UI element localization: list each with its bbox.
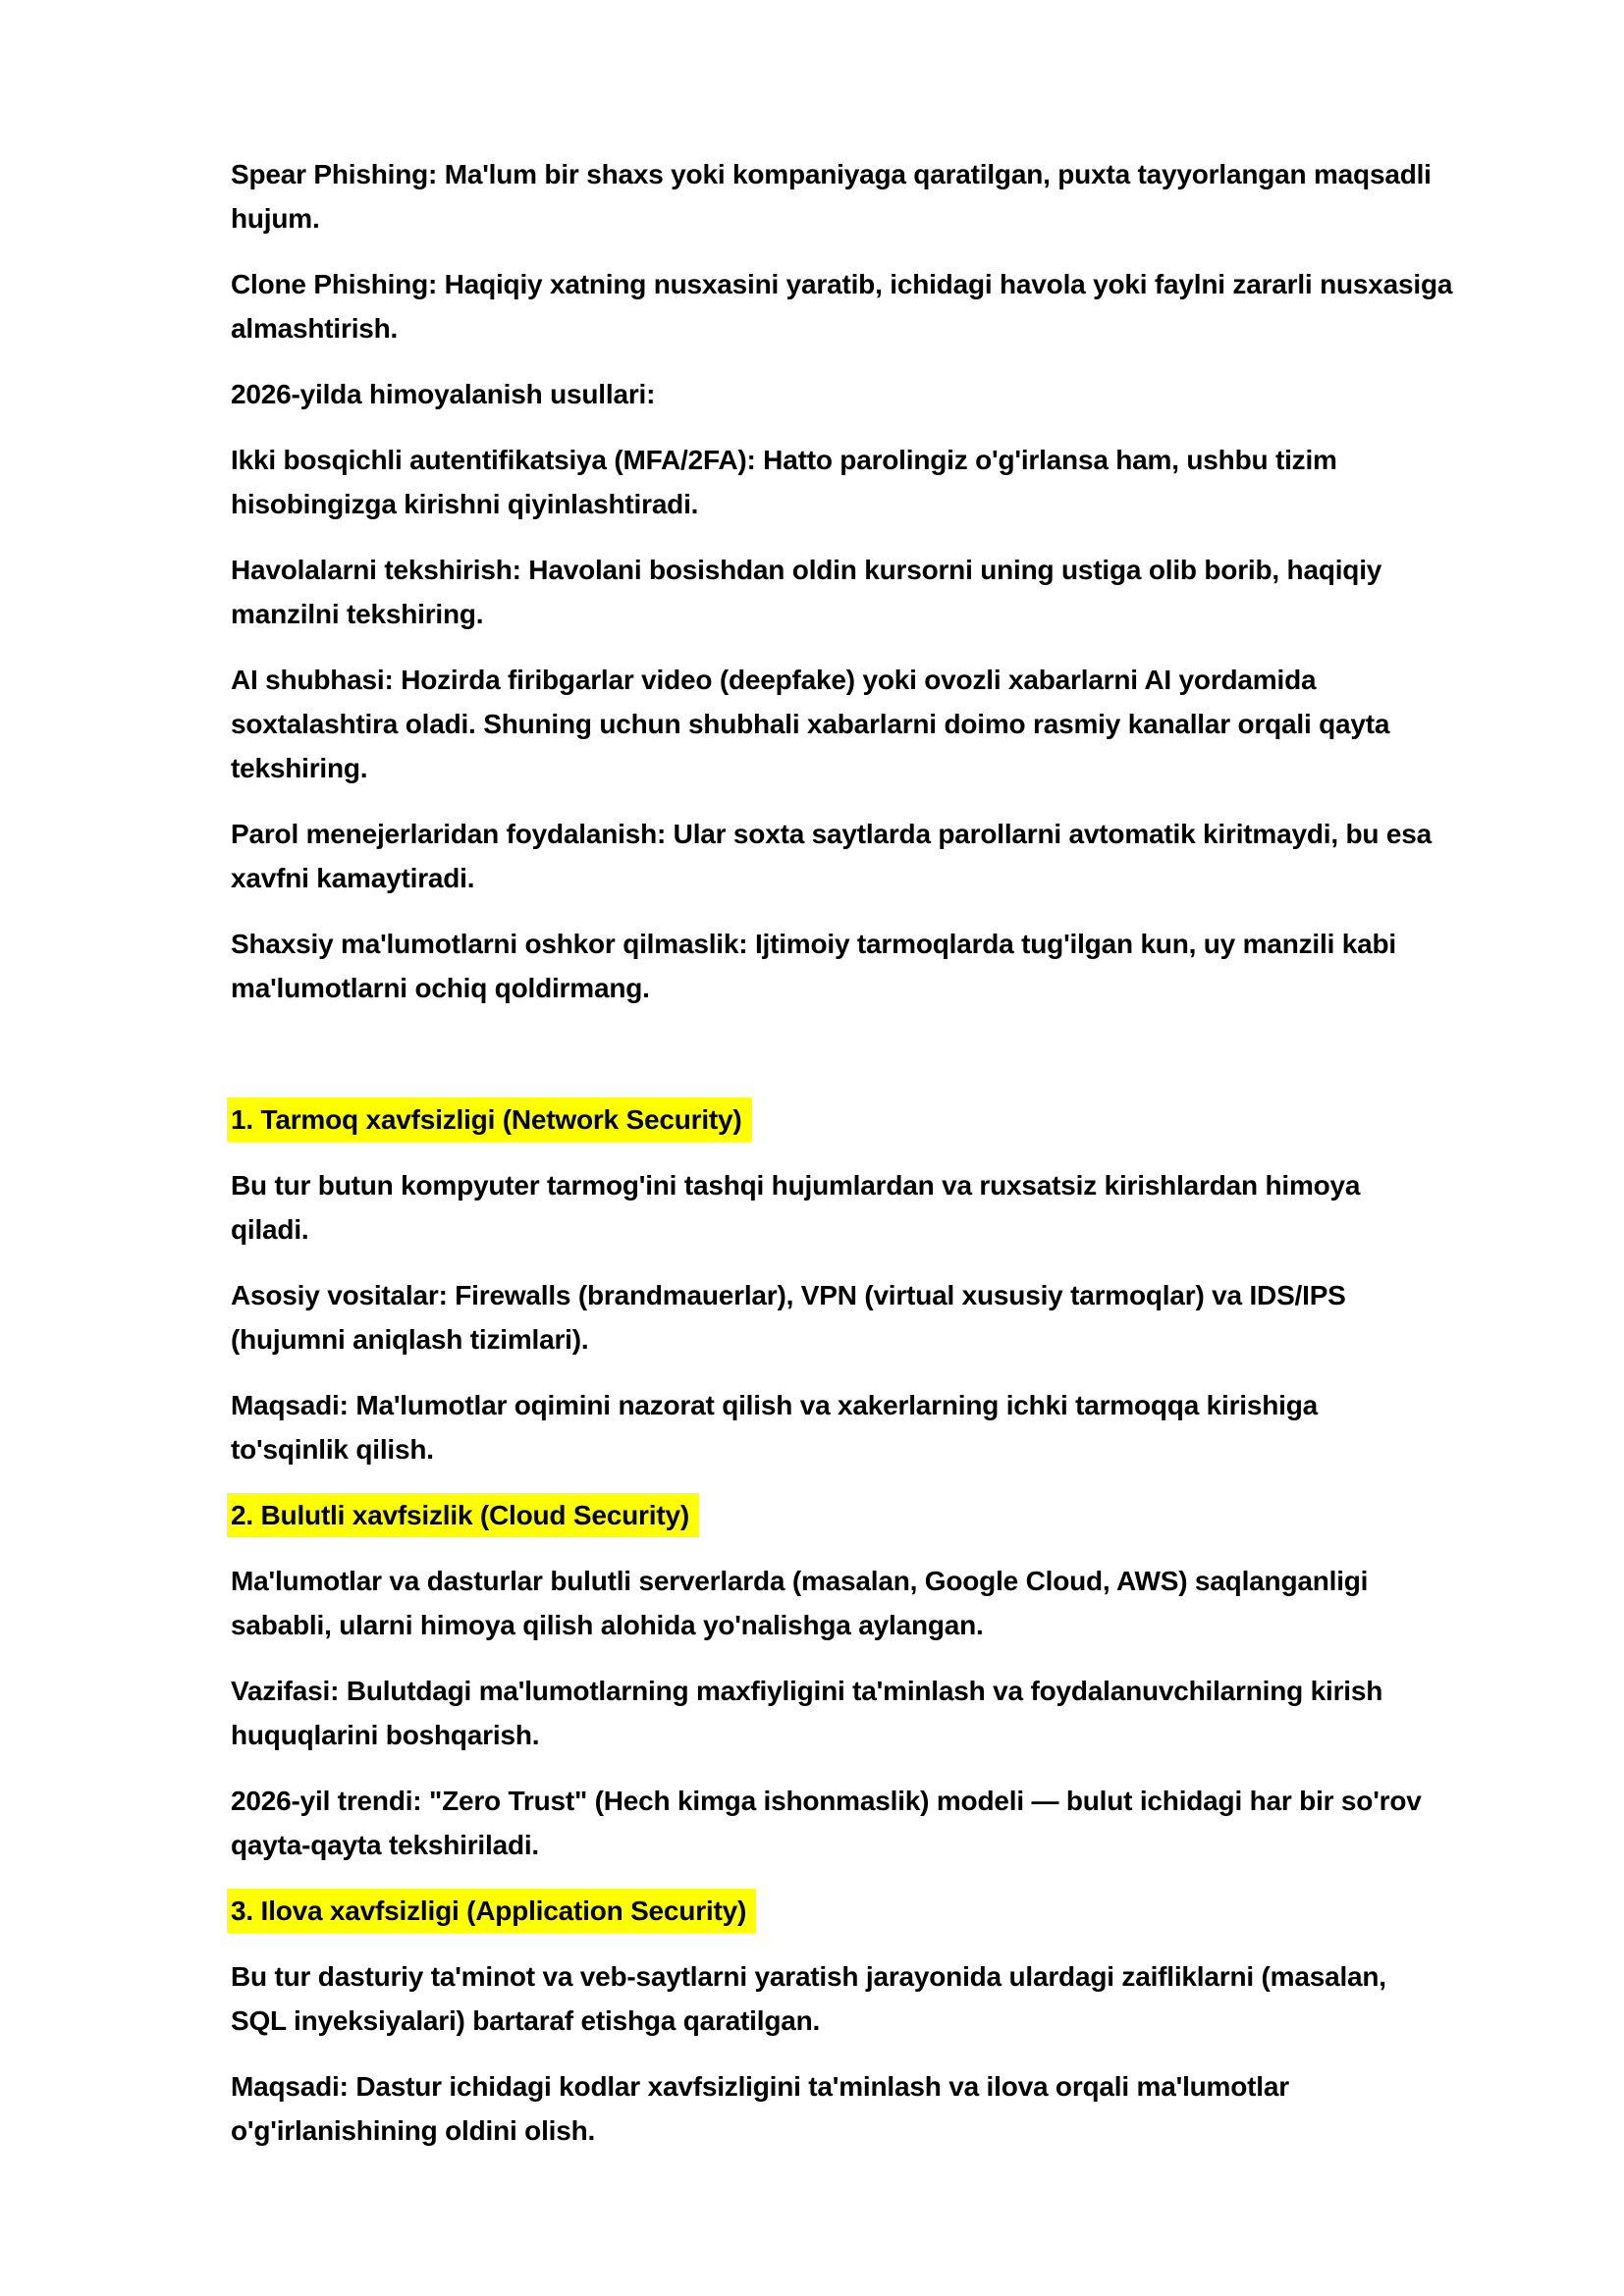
paragraph-line: Asosiy vositalar: Firewalls (brandmauerlar), VPN (virtual xususiy tarmoqlar) va IDS/IPS [231,1280,1346,1310]
paragraph-line: manzilni tekshiring. [231,599,484,629]
paragraph-line: 2026-yilda himoyalanish usullari: [231,379,656,409]
paragraph-line: hujum. [231,203,320,234]
paragraph-line: Shaxsiy ma'lumotlarni oshkor qilmaslik: Ijtimoiy tarmoqlarda tug'ilgan kun, uy manzili kabi [231,929,1396,959]
paragraph-line: Maqsadi: Dastur ichidagi kodlar xavfsizligini ta'minlash va ilova orqali ma'lumotlar [231,2071,1289,2102]
paragraph-line: soxtalashtira oladi. Shuning uchun shubhali xabarlarni doimo rasmiy kanallar orqali qayta [231,709,1390,739]
paragraph-line: Bu tur butun kompyuter tarmog'ini tashqi hujumlardan va ruxsatsiz kirishlardan himoya [231,1170,1361,1201]
paragraph-line: huquqlarini boshqarish. [231,1720,540,1750]
paragraph [231,812,1492,900]
paragraph-line: Ikki bosqichli autentifikatsiya (MFA/2FA): Hatto parolingiz o'g'irlansa ham, ushbu tizim [231,445,1337,475]
paragraph [231,658,1492,790]
document-content [231,152,1492,2174]
paragraph-line: qayta-qayta tekshiriladi. [231,1830,540,1860]
paragraph [231,1669,1492,1757]
paragraph-line: sababli, ularni himoya qilish alohida yo'nalishga aylangan. [231,1610,984,1640]
paragraph-line: o'g'irlanishining oldini olish. [231,2115,596,2146]
paragraph [231,2064,1492,2153]
paragraph-line: qiladi. [231,1214,309,1245]
paragraph-line: to'sqinlik qilish. [231,1434,434,1465]
paragraph-line: 2026-yil trendi: "Zero Trust" (Hech kimga ishonmaslik) modeli — bulut ichidagi har bir so'rov [231,1786,1422,1816]
paragraph-line: almashtirish. [231,313,399,344]
paragraph-line: tekshiring. [231,753,368,783]
paragraph-line: Vazifasi: Bulutdagi ma'lumotlarning maxfiyligini ta'minlash va foydalanuvchilarning kirish [231,1676,1383,1706]
paragraph [231,152,1492,240]
paragraph [231,922,1492,1010]
paragraph-line: Parol menejerlaridan foydalanish: Ular soxta saytlarda parollarni avtomatik kiritmaydi, bu esa [231,819,1432,849]
paragraph-line: AI shubhasi: Hozirda firibgarlar video (deepfake) yoki ovozli xabarlarni AI yordamida [231,665,1317,695]
paragraph-line: SQL inyeksiyalari) bartaraf etishga qaratilgan. [231,2005,821,2036]
paragraph [231,1163,1492,1252]
highlighted-heading-text: 2. Bulutli xavfsizlik (Cloud Security) [227,1493,699,1537]
paragraph [231,548,1492,636]
highlighted-heading-text: 1. Tarmoq xavfsizligi (Network Security) [227,1097,752,1142]
paragraph [231,1383,1492,1471]
paragraph [231,438,1492,526]
paragraph-line: Bu tur dasturiy ta'minot va veb-saytlarni yaratish jarayonida ulardagi zaifliklarni (masalan, [231,1961,1386,1992]
paragraph-line: Ma'lumotlar va dasturlar bulutli serverlarda (masalan, Google Cloud, AWS) saqlanganligi [231,1566,1369,1596]
paragraph-line: Havolalarni tekshirish: Havolani bosishdan oldin kursorni uning ustiga olib borib, haqiqiy [231,555,1382,585]
paragraph [231,1954,1492,2043]
paragraph-spacer [231,1032,1492,1076]
paragraph-line: Clone Phishing: Haqiqiy xatning nusxasini yaratib, ichidagi havola yoki faylni zararli nusxasiga [231,269,1453,299]
section-heading [231,1493,1492,1537]
paragraph-line: (hujumni aniqlash tizimlari). [231,1324,589,1355]
paragraph-line: xavfni kamaytiradi. [231,863,475,893]
highlighted-heading-text: 3. Ilova xavfsizligi (Application Security) [227,1889,756,1933]
paragraph [231,1559,1492,1647]
section-heading [231,1889,1492,1933]
paragraph [231,372,1492,416]
paragraph-line: Maqsadi: Ma'lumotlar oqimini nazorat qilish va xakerlarning ichki tarmoqqa kirishiga [231,1390,1319,1420]
section-heading [231,1097,1492,1142]
paragraph-line: Spear Phishing: Ma'lum bir shaxs yoki kompaniyaga qaratilgan, puxta tayyorlangan maqsadli [231,159,1432,189]
paragraph-line: hisobingizga kirishni qiyinlashtiradi. [231,489,699,519]
paragraph [231,1273,1492,1362]
paragraph [231,1779,1492,1867]
paragraph-line: ma'lumotlarni ochiq qoldirmang. [231,973,650,1003]
paragraph [231,262,1492,350]
